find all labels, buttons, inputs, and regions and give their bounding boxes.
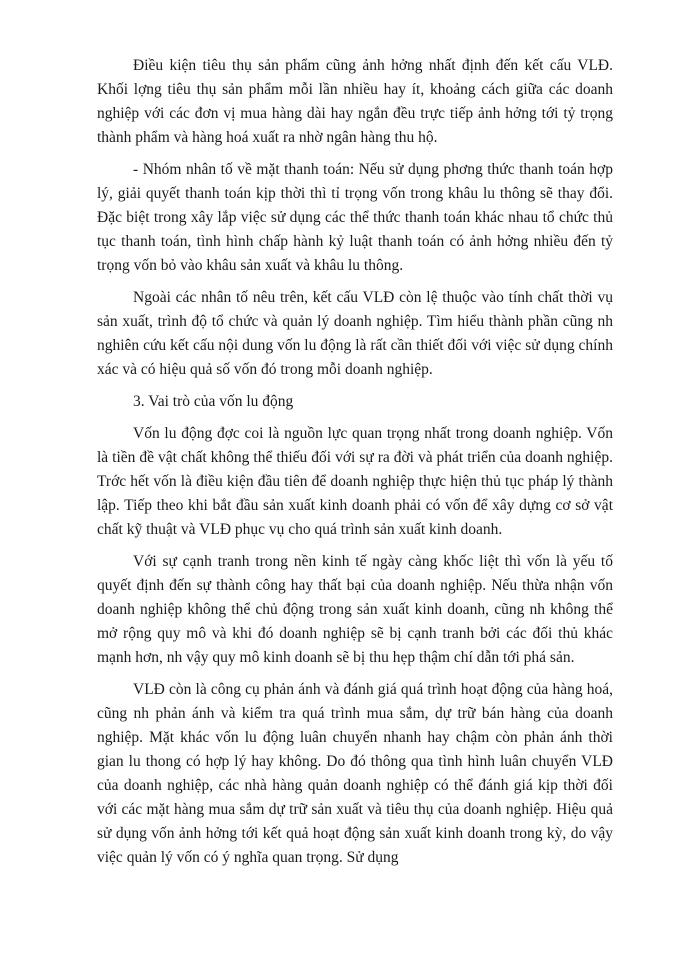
paragraph-reflection-tool: VLĐ còn là công cụ phản ánh và đánh giá quá trình hoạt động của hàng hoá, cũng nh phản ánh và kiểm tra quá trình mua sắm, dự trữ bán hàng của doanh nghiệp. Mặt khác vốn lu động luân chuyển nhanh hay chậm còn phản ánh thời gian lu thong có hợp lý hay không. Do đó thông qua tình hình luân chuyển VLĐ của doanh nghiệp, các nhà hàng quản doanh nghiệp có thể đánh giá kịp thời đối với các mặt hàng mua sắm dự trữ sản xuất và tiêu thụ của doanh nghiệp. Hiệu quả sử dụng vốn ảnh hởng tới kết quả hoạt động sản xuất kinh doanh trong kỳ, do vậy việc quản lý vốn có ý nghĩa quan trọng. Sử dụng xyxy=(97,681,613,866)
section-heading: 3. Vai trò của vốn lu động xyxy=(133,393,294,410)
paragraph-payment-factors: - Nhóm nhân tố về mặt thanh toán: Nếu sử dụng phơng thức thanh toán hợp lý, giải quyết thanh toán kịp thời thì tỉ trọng vốn trong khâu lu thông sẽ thay đổi. Đặc biệt trong xây lắp việc sử dụng các thể thức thanh toán khác nhau tổ chức thủ tục thanh toán, tình hình chấp hành kỷ luật thanh toán có ảnh hởng nhiều đến tỷ trọng vốn bỏ vào khâu sản xuất và khâu lu thông. xyxy=(97,161,613,274)
paragraph-other-factors: Ngoài các nhân tố nêu trên, kết cấu VLĐ còn lệ thuộc vào tính chất thời vụ sản xuất, trình độ tổ chức và quản lý doanh nghiệp. Tìm hiểu thành phần cũng nh nghiên cứu kết cấu nội dung vốn lu động là rất cần thiết đối với việc sử dụng chính xác và có hiệu quả số vốn đó trong mỗi doanh nghiệp. xyxy=(97,289,613,378)
paragraph-competition: Với sự cạnh tranh trong nền kinh tế ngày càng khốc liệt thì vốn là yếu tố quyết định đến sự thành công hay thất bại của doanh nghiệp. Nếu thừa nhận vốn doanh nghiệp không thể chủ động trong sản xuất kinh doanh, cũng nh không thể mở rộng quy mô và khi đó doanh nghiệp sẽ bị cạnh tranh bởi các đối thủ khác mạnh hơn, nh vậy quy mô kinh doanh sẽ bị thu hẹp thậm chí dẫn tới phá sản. xyxy=(97,553,613,666)
paragraph-role-of-capital: Vốn lu động đợc coi là nguồn lực quan trọng nhất trong doanh nghiệp. Vốn là tiền đề vật chất không thể thiếu đối với sự ra đời và phát triển của doanh nghiệp. Trớc hết vốn là điều kiện đầu tiên để doanh nghiệp thực hiện thủ tục pháp lý thành lập. Tiếp theo khi bắt đầu sản xuất kinh doanh phải có vốn để xây dựng cơ sở vật chất kỹ thuật và VLĐ phục vụ cho quá trình sản xuất kinh doanh. xyxy=(97,425,613,538)
paragraph-sales-conditions: Điều kiện tiêu thụ sản phẩm cũng ảnh hởng nhất định đến kết cấu VLĐ. Khối lợng tiêu thụ sản phẩm mỗi lần nhiều hay ít, khoảng cách giữa các doanh nghiệp với các đơn vị mua hàng dài hay ngắn đều trực tiếp ảnh hởng tới tỷ trọng thành phẩm và hàng hoá xuất ra nhờ ngân hàng thu hộ. xyxy=(97,57,613,146)
document-body xyxy=(97,54,613,878)
